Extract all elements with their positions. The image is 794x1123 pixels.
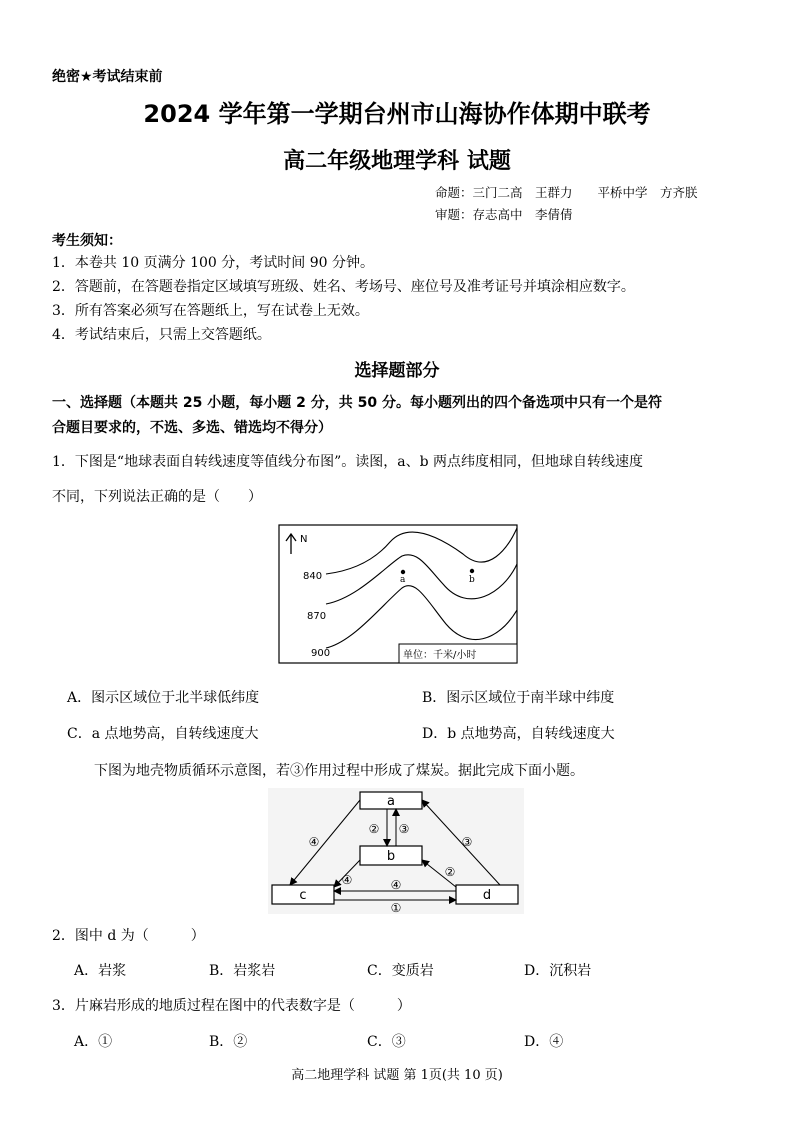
q1-option-c: C．a 点地势高，自转线速度大 — [67, 726, 259, 742]
notice-heading: 考生须知： — [52, 233, 122, 249]
box-b-label: b — [386, 849, 396, 864]
process-number: ② — [368, 822, 380, 836]
q3-option-c: C．③ — [367, 1034, 406, 1050]
unit-label: 单位：千米/小时 — [403, 650, 477, 661]
q3-stem: 3．片麻岩形成的地质过程在图中的代表数字是（ ） — [52, 998, 411, 1014]
q2-option-a: A．岩浆 — [74, 963, 127, 979]
section-title: 选择题部分 — [354, 361, 440, 381]
q1-option-b: B．图示区域位于南半球中纬度 — [422, 690, 615, 706]
process-number: ④ — [308, 835, 320, 849]
q1-option-d: D．b 点地势高，自转线速度大 — [422, 726, 615, 742]
process-number: ① — [390, 901, 402, 914]
q1-stem: 1．下图是“地球表面自转线速度等值线分布图”。读图，a、b 两点纬度相同，但地球自转线速度 — [52, 454, 643, 470]
map-frame — [279, 525, 517, 663]
page-footer: 高二地理学科 试题 第 1页(共 10 页) — [291, 1068, 503, 1083]
rock-cycle-diagram — [268, 788, 524, 914]
q2-option-b: B．岩浆岩 — [209, 963, 276, 979]
notice-item: 3．所有答案必须写在答题纸上，写在试卷上无效。 — [52, 303, 369, 319]
exam-title: 2024 学年第一学期台州市山海协作体期中联考 — [143, 100, 651, 128]
box-a-label: a — [387, 794, 395, 809]
q1-stem: 不同，下列说法正确的是（ ） — [52, 489, 262, 505]
group-stem: 下图为地壳物质循环示意图，若③作用过程中形成了煤炭。据此完成下面小题。 — [94, 763, 584, 779]
point-b-label: b — [469, 575, 475, 585]
q3-option-a: A．① — [74, 1034, 113, 1050]
notice-item: 4．考试结束后，只需上交答题纸。 — [52, 327, 271, 343]
q2-option-c: C．变质岩 — [367, 963, 434, 979]
process-number: ④ — [390, 878, 402, 892]
process-number: ② — [444, 865, 456, 879]
q1-option-a: A．图示区域位于北半球低纬度 — [67, 690, 260, 706]
point-a-dot — [401, 570, 405, 574]
point-a-label: a — [400, 575, 406, 585]
q3-option-b: B．② — [209, 1034, 248, 1050]
process-number: ④ — [341, 873, 353, 887]
q2-option-d: D．沉积岩 — [524, 963, 592, 979]
north-label: N — [300, 534, 308, 545]
box-c-label: c — [299, 888, 307, 903]
author-line: 命题：三门二高 王群力 平桥中学 方齐朕 — [435, 185, 698, 200]
isoline-label: 840 — [303, 571, 323, 582]
q2-stem: 2．图中 d 为（ ） — [52, 928, 205, 944]
notice-item: 2．答题前，在答题卷指定区域填写班级、姓名、考场号、座位号及准考证号并填涂相应数字。 — [52, 279, 635, 295]
point-b-dot — [470, 569, 474, 573]
exam-subtitle: 高二年级地理学科 试题 — [283, 149, 511, 174]
section-instruction: 一、选择题（本题共 25 小题，每小题 2 分，共 50 分。每小题列出的四个备选项中只有一个是符 — [52, 395, 662, 411]
section-instruction: 合题目要求的，不选、多选、错选均不得分） — [52, 420, 332, 436]
box-d-label: d — [482, 888, 492, 903]
secret-label: 绝密★考试结束前 — [52, 69, 163, 85]
review-line: 审题：存志高中 李倩倩 — [435, 207, 573, 222]
notice-item: 1．本卷共 10 页满分 100 分，考试时间 90 分钟。 — [52, 255, 374, 271]
isoline-label: 900 — [311, 648, 331, 659]
q3-option-d: D．④ — [524, 1034, 564, 1050]
process-number: ③ — [461, 835, 473, 849]
isoline-label: 870 — [307, 611, 327, 622]
process-number: ③ — [398, 822, 410, 836]
isoline-map — [278, 524, 518, 664]
